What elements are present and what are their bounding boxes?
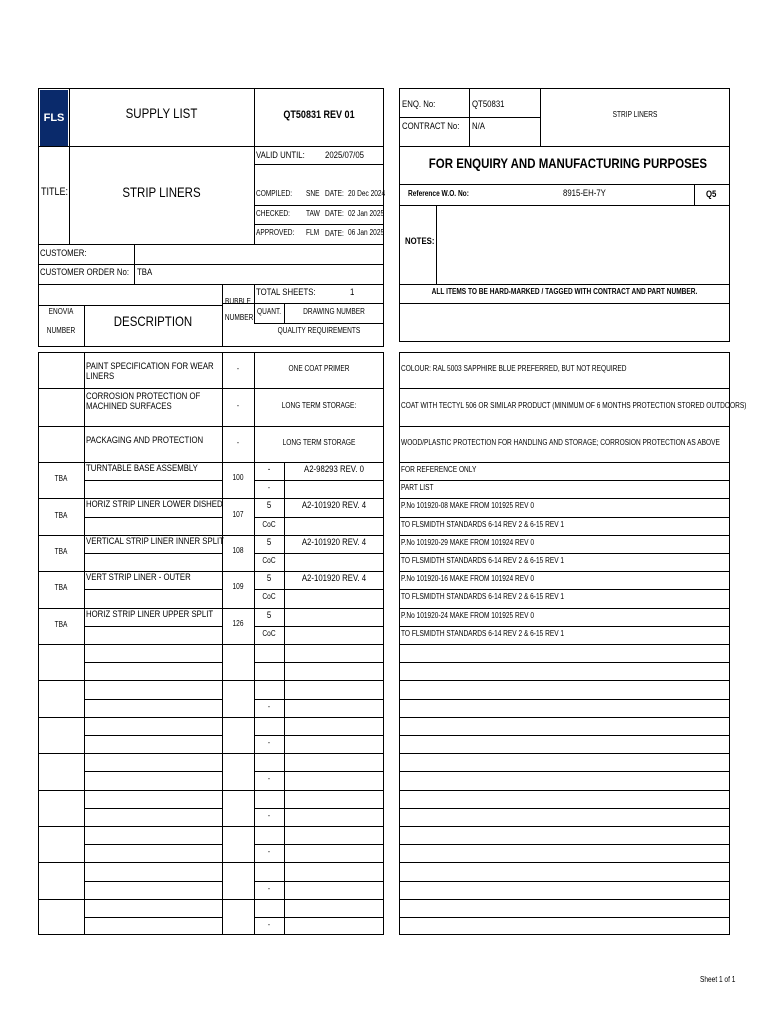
- row-divider: [38, 790, 384, 791]
- item-enovia: TBA: [54, 474, 68, 484]
- sub-row-divider: [254, 480, 384, 481]
- compiled-label: COMPILED:: [256, 189, 293, 198]
- item-drawing: A2-98293 REV. 0: [304, 464, 364, 475]
- item-quality: CoC: [262, 628, 276, 638]
- checked-label: CHECKED:: [256, 209, 290, 218]
- row-divider: [399, 426, 730, 427]
- item-note-1: P.No 101920-16 MAKE FROM 101924 REV 0: [401, 574, 534, 584]
- row-divider: [38, 862, 384, 863]
- col-quant: QUANT.: [257, 307, 282, 316]
- item-drawing: A2-101920 REV. 4: [301, 500, 367, 512]
- valid-until-label: VALID UNTIL:: [256, 150, 305, 161]
- item-bubble: 108: [232, 546, 244, 555]
- sub-row-divider: [84, 480, 222, 481]
- column-divider: [284, 608, 285, 644]
- item-drawing: A2-101920 REV. 4: [301, 536, 367, 548]
- item-enovia: TBA: [54, 619, 68, 629]
- item-enovia: TBA: [54, 510, 68, 520]
- item-quant: 5: [266, 609, 272, 621]
- row-divider: [38, 753, 384, 754]
- sub-row-divider: [254, 735, 384, 736]
- col-bubble: BUBBLE: [225, 297, 251, 306]
- column-divider: [284, 790, 285, 826]
- sub-row-divider: [84, 626, 222, 627]
- item-quality: CoC: [262, 592, 276, 602]
- row-divider: [399, 571, 730, 572]
- sub-row-divider: [399, 808, 730, 809]
- item-note-1: P.No 101920-08 MAKE FROM 101925 REV 0: [401, 501, 534, 511]
- checked-date-label: DATE:: [325, 209, 344, 218]
- sub-row-divider: [84, 699, 222, 700]
- row-divider: [399, 388, 730, 389]
- sub-row-divider: [399, 480, 730, 481]
- sub-row-divider: [254, 881, 384, 882]
- reference-code: Q5: [706, 189, 717, 200]
- column-divider: [284, 644, 285, 680]
- sub-row-divider: [84, 881, 222, 882]
- sub-row-divider: [84, 844, 222, 845]
- top-right-title: STRIP LINERS: [612, 110, 658, 119]
- sub-row-divider: [84, 917, 222, 918]
- sub-row-divider: [399, 662, 730, 663]
- approved-by: FLM: [306, 228, 320, 237]
- column-divider: [284, 862, 285, 898]
- sub-row-divider: [254, 517, 384, 518]
- item-quality: CoC: [262, 556, 276, 565]
- sub-row-divider: [84, 589, 222, 590]
- column-divider: [284, 498, 285, 534]
- spec-note: COAT WITH TECTYL 506 OR SIMILAR PRODUCT (MINIMUM OF 6 MONTHS PROTECTION STORED OUTDOORS): [401, 401, 747, 410]
- valid-until-value: 2025/07/05: [325, 150, 364, 161]
- row-divider: [38, 644, 384, 645]
- spec-requirement: ONE COAT PRIMER: [288, 364, 350, 373]
- item-bubble: 109: [232, 582, 244, 592]
- contract-label: CONTRACT No:: [402, 121, 460, 132]
- item-quality: CoC: [262, 519, 276, 529]
- row-divider: [38, 826, 384, 827]
- item-quality: -: [267, 810, 271, 820]
- item-description: VERT STRIP LINER - OUTER: [86, 572, 191, 584]
- item-note-1: P.No 101920-24 MAKE FROM 101925 REV 0: [401, 610, 534, 620]
- doc-number: QT50831 REV 01: [283, 109, 355, 121]
- sub-row-divider: [254, 808, 384, 809]
- sub-row-divider: [254, 917, 384, 918]
- spec-description: PACKAGING AND PROTECTION: [86, 435, 204, 446]
- item-bubble: 107: [232, 509, 244, 519]
- notes-label: NOTES:: [405, 236, 435, 247]
- sub-row-divider: [399, 771, 730, 772]
- customer-order-label: CUSTOMER ORDER No:: [40, 267, 130, 278]
- item-quant: 5: [266, 536, 272, 548]
- item-note-2: TO FLSMIDTH STANDARDS 6-14 REV 2 & 6-15 REV 1: [401, 519, 565, 529]
- item-note-2: TO FLSMIDTH STANDARDS 6-14 REV 2 & 6-15 REV 1: [401, 592, 565, 602]
- sub-row-divider: [254, 662, 384, 663]
- column-divider: [284, 899, 285, 935]
- approved-date: 06 Jan 2025: [348, 228, 385, 237]
- spec-note: COLOUR: RAL 5003 SAPPHIRE BLUE PREFERRED, BUT NOT REQUIRED: [401, 364, 627, 373]
- row-divider: [399, 535, 730, 536]
- row-divider: [399, 717, 730, 718]
- spec-bubble: -: [236, 364, 240, 373]
- column-divider: [284, 571, 285, 607]
- row-divider: [399, 644, 730, 645]
- sub-row-divider: [254, 771, 384, 772]
- item-quant: -: [267, 464, 271, 475]
- item-description: HORIZ STRIP LINER LOWER DISHED: [86, 499, 223, 511]
- spec-requirement: LONG TERM STORAGE:: [281, 401, 357, 410]
- reference-label: Reference W.O. No:: [408, 189, 469, 198]
- item-description: HORIZ STRIP LINER UPPER SPLIT: [86, 608, 214, 620]
- customer-order-value: TBA: [137, 267, 153, 278]
- item-quality: -: [267, 738, 271, 747]
- col-enovia: ENOVIA: [48, 307, 74, 316]
- sub-row-divider: [84, 808, 222, 809]
- row-divider: [399, 608, 730, 609]
- item-quality: -: [267, 701, 271, 711]
- item-bubble: 100: [232, 473, 244, 483]
- row-divider: [38, 680, 384, 681]
- spec-description: CORROSION PROTECTION OF MACHINED SURFACES: [86, 391, 201, 413]
- row-divider: [399, 462, 730, 463]
- row-divider: [399, 753, 730, 754]
- item-quant: 5: [266, 500, 272, 512]
- item-quality: -: [267, 920, 271, 929]
- item-quant: 5: [266, 573, 272, 585]
- enq-value: QT50831: [472, 99, 505, 110]
- sub-row-divider: [84, 735, 222, 736]
- column-divider: [284, 462, 285, 498]
- row-divider: [38, 388, 384, 389]
- sub-row-divider: [254, 626, 384, 627]
- column-divider: [284, 535, 285, 571]
- row-divider: [399, 826, 730, 827]
- contract-value: N/A: [472, 121, 485, 132]
- item-quality: -: [267, 774, 271, 784]
- customer-label: CUSTOMER:: [40, 248, 87, 259]
- purpose-text: FOR ENQUIRY AND MANUFACTURING PURPOSES: [428, 155, 708, 171]
- checked-date: 02 Jan 2025: [348, 209, 385, 218]
- column-divider: [284, 826, 285, 862]
- spec-requirement: LONG TERM STORAGE: [282, 438, 356, 447]
- row-divider: [399, 498, 730, 499]
- title-value: STRIP LINERS: [122, 184, 201, 200]
- sub-row-divider: [399, 917, 730, 918]
- hard-marked-note: ALL ITEMS TO BE HARD-MARKED / TAGGED WITH CONTRACT AND PART NUMBER.: [431, 287, 698, 296]
- item-quality: -: [267, 883, 271, 893]
- total-sheets-value: 1: [350, 287, 355, 298]
- item-note-1: FOR REFERENCE ONLY: [401, 465, 477, 474]
- sub-row-divider: [399, 844, 730, 845]
- item-note-2: PART LIST: [401, 483, 434, 493]
- sub-row-divider: [399, 881, 730, 882]
- row-divider: [38, 717, 384, 718]
- item-bubble: 126: [232, 618, 244, 628]
- column-divider: [284, 753, 285, 789]
- approved-date-label: DATE:: [325, 229, 344, 238]
- compiled-by: SNE: [306, 189, 320, 198]
- logo-text: FLS: [43, 112, 65, 124]
- col-bubble-number: NUMBER: [224, 313, 254, 322]
- title-label: TITLE:: [41, 186, 69, 198]
- sub-row-divider: [254, 844, 384, 845]
- item-note-1: P.No 101920-29 MAKE FROM 101924 REV 0: [401, 537, 534, 547]
- row-divider: [399, 862, 730, 863]
- sub-row-divider: [254, 553, 384, 554]
- item-enovia: TBA: [54, 583, 68, 593]
- sub-row-divider: [254, 699, 384, 700]
- spec-note: WOOD/PLASTIC PROTECTION FOR HANDLING AND STORAGE; CORROSION PROTECTION AS ABOVE: [401, 438, 720, 447]
- column-divider: [284, 680, 285, 716]
- sub-row-divider: [84, 662, 222, 663]
- sub-row-divider: [84, 771, 222, 772]
- column-divider: [284, 717, 285, 753]
- item-quality: -: [267, 483, 271, 493]
- total-sheets-label: TOTAL SHEETS:: [256, 287, 316, 298]
- checked-by: TAW: [306, 209, 320, 218]
- col-description: DESCRIPTION: [113, 313, 193, 329]
- sub-row-divider: [399, 517, 730, 518]
- item-description: VERTICAL STRIP LINER INNER SPLIT: [86, 535, 224, 547]
- spec-description: PAINT SPECIFICATION FOR WEAR LINERS: [86, 361, 214, 383]
- row-divider: [38, 899, 384, 900]
- sub-row-divider: [399, 735, 730, 736]
- item-enovia: TBA: [54, 547, 68, 556]
- row-divider: [399, 899, 730, 900]
- sub-row-divider: [399, 699, 730, 700]
- compiled-date: 20 Dec 2024: [348, 189, 386, 198]
- sheet-number: Sheet 1 of 1: [700, 975, 736, 984]
- sub-row-divider: [399, 553, 730, 554]
- sub-row-divider: [254, 589, 384, 590]
- sub-row-divider: [84, 553, 222, 554]
- item-note-2: TO FLSMIDTH STANDARDS 6-14 REV 2 & 6-15 REV 1: [401, 556, 565, 565]
- item-quality: -: [267, 847, 271, 857]
- reference-value: 8915-EH-7Y: [563, 188, 606, 199]
- row-divider: [399, 680, 730, 681]
- fls-logo: [40, 90, 68, 146]
- compiled-date-label: DATE:: [325, 189, 344, 198]
- col-drawing-number: DRAWING NUMBER: [303, 307, 365, 316]
- row-divider: [399, 790, 730, 791]
- row-divider: [38, 426, 384, 427]
- col-number: NUMBER: [46, 326, 76, 335]
- sub-row-divider: [399, 589, 730, 590]
- enq-label: ENQ. No:: [402, 99, 436, 110]
- item-drawing: A2-101920 REV. 4: [301, 573, 367, 585]
- approved-label: APPROVED:: [256, 228, 295, 237]
- col-quality: QUALITY REQUIREMENTS: [277, 326, 361, 335]
- sub-row-divider: [399, 626, 730, 627]
- sub-row-divider: [84, 517, 222, 518]
- spec-bubble: -: [236, 438, 240, 447]
- spec-bubble: -: [236, 401, 240, 410]
- item-description: TURNTABLE BASE ASSEMBLY: [86, 463, 198, 474]
- doc-title: SUPPLY LIST: [125, 105, 198, 121]
- item-note-2: TO FLSMIDTH STANDARDS 6-14 REV 2 & 6-15 REV 1: [401, 628, 565, 638]
